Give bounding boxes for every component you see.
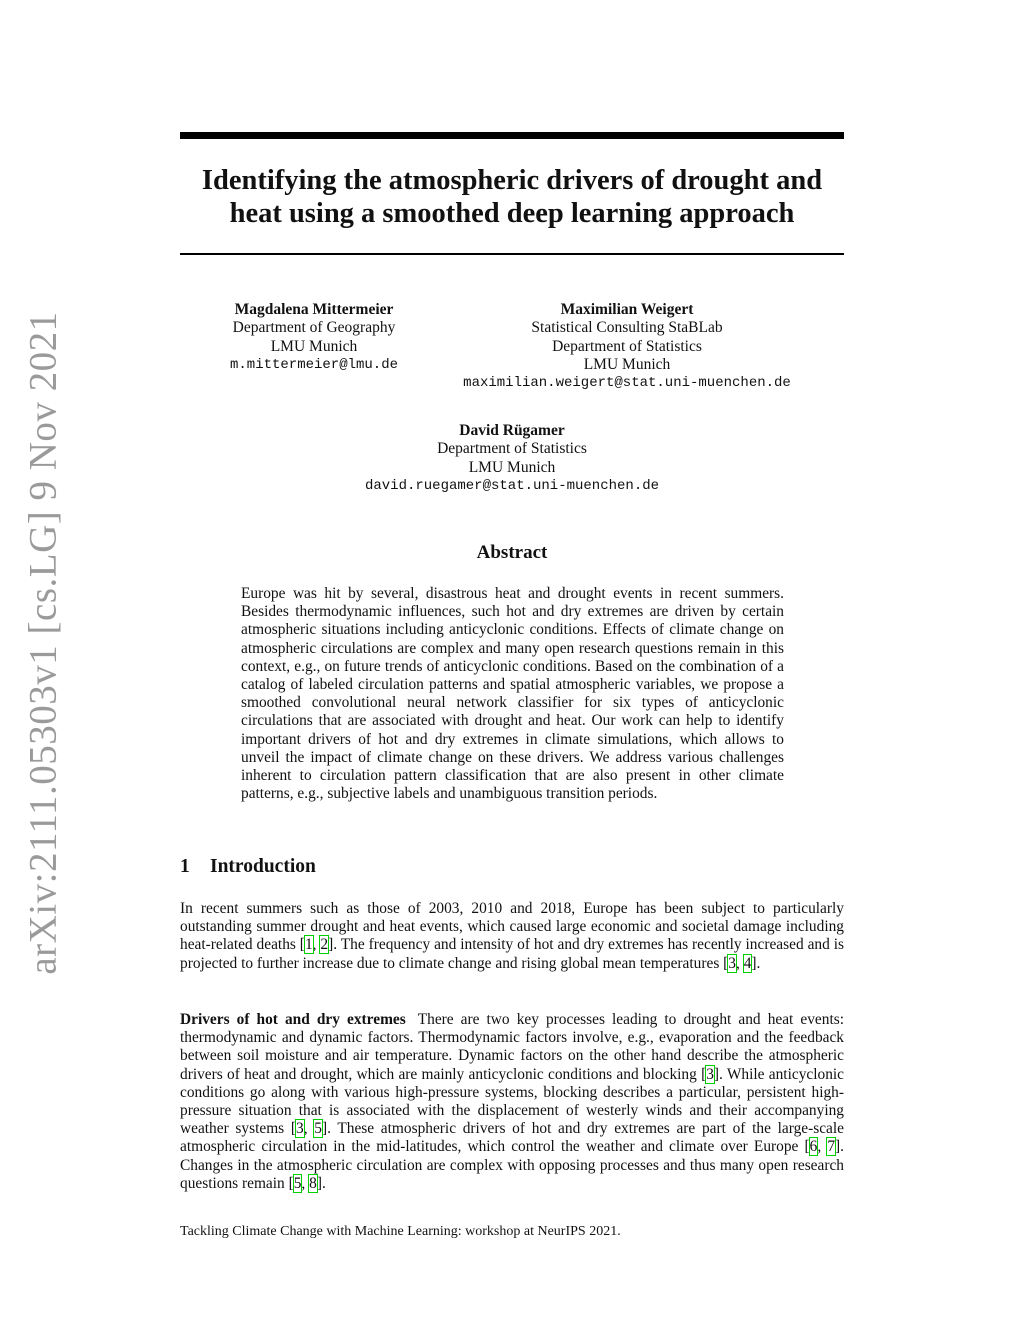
author-name: Magdalena Mittermeier bbox=[234, 301, 394, 318]
abstract-heading: Abstract bbox=[476, 542, 548, 563]
citation-link[interactable]: 3 bbox=[706, 1065, 714, 1083]
author-affiliation: Department of Statistics bbox=[437, 440, 587, 458]
citation-link[interactable]: 3 bbox=[295, 1120, 304, 1138]
author-block-1 bbox=[200, 301, 428, 374]
paragraph-runin-heading: Drivers of hot and dry extremes bbox=[180, 1011, 406, 1028]
author-affiliation: LMU Munich bbox=[270, 337, 358, 355]
author-affiliation: LMU Munich bbox=[583, 355, 671, 373]
text-run: In recent summers such as those of 2003, 2010 and 2018, Europe has been subject to particularly outstanding summer drought and heat events, which caused large economic and societal damage including heat-related deaths [ bbox=[180, 900, 844, 954]
paper-title bbox=[180, 164, 844, 230]
citation-link[interactable]: 8 bbox=[309, 1174, 317, 1192]
author-affiliation: LMU Munich bbox=[468, 458, 556, 476]
venue-footnote: Tackling Climate Change with Machine Learning: workshop at NeurIPS 2021. bbox=[180, 1224, 621, 1239]
section-heading-introduction bbox=[180, 856, 316, 878]
title-line-1: Identifying the atmospheric drivers of drought and bbox=[201, 165, 823, 196]
author-name: Maximilian Weigert bbox=[560, 301, 694, 318]
arxiv-stamp: arXiv:2111.05303v1 [cs.LG] 9 Nov 2021 bbox=[21, 311, 65, 975]
drivers-paragraph: Drivers of hot and dry extremes There are two key processes leading to drought and heat events: thermodynamic and dynamic factors. Thermodynamic factors involve, e.g., evaporation and the feedback between soil moisture and air temperature. Dynamic factors on the other hand describe the atmospheric drivers of heat and drought, which are mainly anticyclonic conditions and blocking [3]. While anticyclonic conditions go along with various high-pressure systems, blocking describes a particular, persistent high-pressure situation that is associated with the displacement of westerly winds and their accompanying weather systems [3, 5]. These atmospheric drivers of hot and dry extremes are part of the large-scale atmospheric circulation in the mid-latitudes, which control the weather and climate over Europe [6, 7]. Changes in the atmospheric circulation are complex with opposing processes and thus many open research questions remain [5, 8]. bbox=[180, 1011, 844, 1192]
author-email[interactable]: m.mittermeier@lmu.de bbox=[229, 356, 399, 373]
author-affiliation: Department of Statistics bbox=[552, 337, 702, 355]
title-top-rule bbox=[180, 132, 844, 139]
citation-link[interactable]: 4 bbox=[743, 954, 752, 972]
title-line-2: heat using a smoothed deep learning approach bbox=[229, 198, 795, 229]
text-run: ]. Changes in the atmospheric circulation are complex with opposing processes and thus many open research questions remain [ bbox=[180, 1138, 844, 1192]
section-number: 1 bbox=[180, 856, 190, 877]
author-name: David Rügamer bbox=[459, 422, 565, 439]
text-run: ]. The frequency and intensity of hot and dry extremes has recently increased and is projected to further increase due to climate change and rising global mean temperatures [ bbox=[180, 936, 844, 972]
author-affiliation: Statistical Consulting StaBLab bbox=[531, 319, 723, 337]
text-run: ]. bbox=[751, 954, 761, 972]
text-run: ]. While anticyclonic conditions go along with various high-pressure systems, blocking describes a particular, persistent high-pressure situation that is associated with the displacement of westerly winds and their accompanying weather systems [ bbox=[180, 1065, 844, 1138]
citation-link[interactable]: 2 bbox=[320, 936, 329, 954]
title-bottom-rule bbox=[180, 253, 844, 255]
text-run: ]. bbox=[316, 1174, 326, 1192]
author-affiliation: Department of Geography bbox=[232, 319, 396, 337]
author-block-2 bbox=[450, 301, 804, 392]
abstract-text: Europe was hit by several, disastrous heat and drought events in recent summers. Besides thermodynamic influences, such hot and dry extremes are driven by certain atmospheric situations including anticyclonic conditions. Effects of climate change on atmospheric circulations are complex and many open research questions remain in this context, e.g., on future trends of anticyclonic conditions. Based on the combination of a catalog of labeled circulation patterns and spatial atmospheric variables, we propose a smoothed convolutional neural network classifier for six types of anticyclonic circulations that are associated with drought and heat. Our work can help to identify important drivers of hot and dry extremes in climate simulations, which allows to unveil the impact of climate change on these drivers. We address various challenges inherent to circulation pattern classification that are also present in other climate patterns, e.g., subjective labels and unambiguous transition periods. bbox=[241, 585, 784, 803]
author-email[interactable]: david.ruegamer@stat.uni-muenchen.de bbox=[364, 477, 660, 494]
text-run: There are two key processes leading to drought and heat events: thermodynamic and dynamic factors. Thermodynamic factors involve, e.g., evaporation and the feedback between soil moisture and air temperature. Dynamic factors on the other hand describe the atmospheric drivers of heat and drought, which are mainly anticyclonic conditions and blocking [ bbox=[180, 1011, 844, 1083]
citation-link[interactable]: 3 bbox=[728, 954, 736, 972]
intro-paragraph: In recent summers such as those of 2003, 2010 and 2018, Europe has been subject to particularly outstanding summer drought and heat events, which caused large economic and societal damage including heat-related deaths [1, 2]. The frequency and intensity of hot and dry extremes has recently increased and is projected to further increase due to climate change and rising global mean temperatures [3, 4]. bbox=[180, 900, 844, 972]
author-email[interactable]: maximilian.weigert@stat.uni-muenchen.de bbox=[463, 375, 791, 392]
citation-link[interactable]: 6 bbox=[809, 1138, 818, 1156]
text-run: ]. These atmospheric drivers of hot and dry extremes are part of the large-scale atmospheric circulation in the mid-latitudes, which control the weather and climate over Europe [ bbox=[180, 1120, 844, 1156]
author-block-3 bbox=[312, 422, 712, 495]
citation-link[interactable]: 5 bbox=[293, 1174, 302, 1192]
citation-link[interactable]: 5 bbox=[314, 1120, 322, 1138]
citation-link[interactable]: 7 bbox=[827, 1138, 836, 1156]
citation-link[interactable]: 1 bbox=[304, 936, 313, 954]
section-title: Introduction bbox=[210, 856, 316, 877]
